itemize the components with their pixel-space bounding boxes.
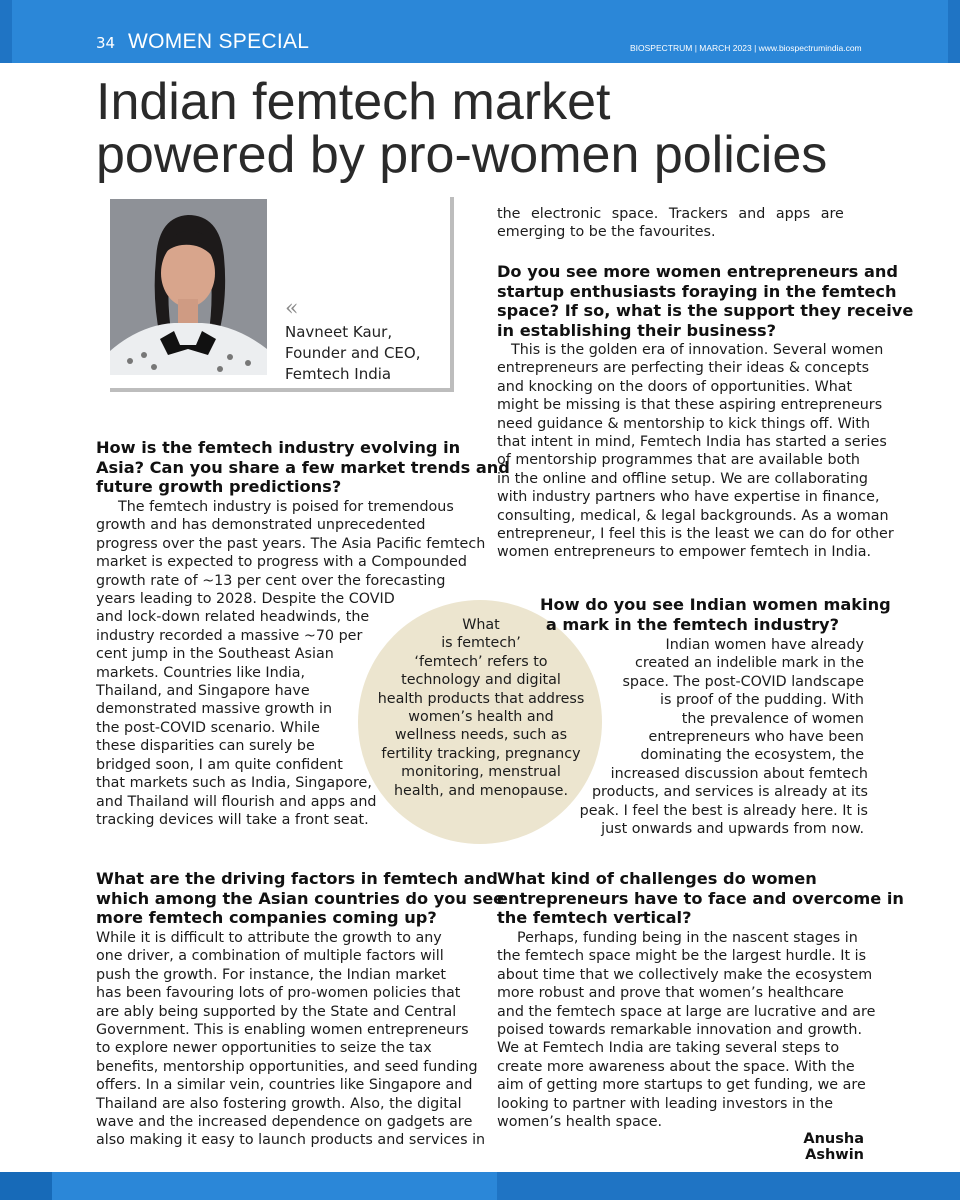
text-line: entrepreneur, I feel this is the least we can do for other bbox=[497, 526, 894, 543]
text-line: How do you see Indian women making bbox=[540, 595, 891, 614]
text-line: dominating the ecosystem, the bbox=[640, 747, 864, 764]
text-line: ‘femtech’ refers to bbox=[414, 653, 548, 670]
text-line: Asia? Can you share a few market trends and bbox=[96, 457, 510, 477]
text-line: Indian women have already bbox=[665, 637, 864, 653]
text-line: Perhaps, funding being in the nascent stages in bbox=[517, 930, 858, 946]
text-line: While it is difficult to attribute the growth to any bbox=[96, 930, 442, 946]
answer-4 bbox=[560, 636, 868, 838]
text-line: the post-COVID scenario. While bbox=[96, 719, 320, 736]
text-line: tracking devices will take a front seat. bbox=[96, 811, 369, 828]
quote-attribution bbox=[285, 322, 445, 385]
text-line: women entrepreneurs to empower femtech in India. bbox=[497, 544, 872, 561]
text-line: Government. This is enabling women entrepreneurs bbox=[96, 1022, 469, 1039]
text-line: startup enthusiasts foraying in the femtech bbox=[497, 281, 897, 301]
text-line: years leading to 2028. Despite the COVID bbox=[96, 591, 395, 608]
text-line: fertility tracking, pregnancy bbox=[381, 745, 581, 762]
author-byline: Anusha Ashwin bbox=[803, 1131, 864, 1163]
text-line: health, and menopause. bbox=[393, 782, 568, 799]
text-line: that markets such as India, Singapore, bbox=[96, 775, 372, 792]
text-line: The femtech industry is poised for tremendous bbox=[118, 499, 454, 515]
text-line: and the femtech space at large are lucrative and are bbox=[497, 1003, 876, 1020]
text-line: the femtech space might be the largest hurdle. It is bbox=[497, 948, 867, 965]
text-line: What are the driving factors in femtech and bbox=[96, 869, 498, 888]
text-line: Thailand, and Singapore have bbox=[96, 683, 310, 700]
text-line: products, and services is already at its bbox=[591, 784, 868, 801]
question-2 bbox=[96, 869, 504, 928]
text-line: to explore newer opportunities to seize the tax bbox=[96, 1040, 432, 1057]
attribution-line: Founder and CEO, bbox=[285, 344, 421, 362]
text-line: just onwards and upwards from now. bbox=[601, 821, 864, 838]
portrait-illustration bbox=[110, 199, 267, 375]
text-line: women’s health and bbox=[408, 709, 554, 726]
title-line: powered by pro-women policies bbox=[96, 126, 828, 184]
text-line: entrepreneurs have to face and overcome in bbox=[497, 888, 904, 908]
answer-2 bbox=[96, 929, 485, 1150]
text-line: the electronic space. Trackers and apps are bbox=[497, 206, 844, 222]
text-line: these disparities can surely be bbox=[96, 738, 315, 755]
text-line: one driver, a combination of multiple factors will bbox=[96, 948, 444, 965]
answer-3 bbox=[497, 341, 894, 562]
footer-bar-segment bbox=[0, 1172, 52, 1200]
text-line: more robust and prove that women’s healthcare bbox=[497, 985, 844, 1002]
text-line: cent jump in the Southeast Asian bbox=[96, 646, 334, 663]
text-line: growth rate of ~13 per cent over the forecasting bbox=[96, 572, 446, 589]
text-line: growth and has demonstrated unprecedented bbox=[96, 517, 426, 534]
text-line: future growth predictions? bbox=[96, 477, 342, 496]
text-line: in establishing their business? bbox=[497, 320, 776, 340]
text-line: Thailand are also fostering growth. Also, the digital bbox=[96, 1095, 462, 1112]
text-line: markets. Countries like India, bbox=[96, 664, 306, 681]
text-line: that intent in mind, Femtech India has started a series bbox=[497, 434, 887, 451]
text-line: peak. I feel the best is already here. It is bbox=[579, 802, 868, 819]
text-line: the femtech vertical? bbox=[497, 908, 692, 927]
text-line: demonstrated massive growth in bbox=[96, 701, 333, 718]
text-line: created an indelible mark in the bbox=[634, 655, 864, 672]
text-line: which among the Asian countries do you see bbox=[96, 888, 505, 908]
text-line: entrepreneurs who have been bbox=[648, 729, 864, 746]
text-line: and Thailand will flourish and apps and bbox=[96, 793, 377, 810]
text-line: wellness needs, such as bbox=[394, 727, 568, 744]
text-line: has been favouring lots of pro-women policies that bbox=[96, 985, 461, 1002]
text-line: space? If so, what is the support they receive bbox=[497, 301, 914, 320]
text-line: more femtech companies coming up? bbox=[96, 908, 437, 927]
text-line: of mentorship programmes that are available both bbox=[497, 452, 860, 469]
continued-text bbox=[497, 205, 844, 242]
text-line: benefits, mentorship opportunities, and seed funding bbox=[96, 1058, 478, 1075]
text-line: emerging to be the favourites. bbox=[497, 224, 716, 241]
text-line: push the growth. For instance, the Indian market bbox=[96, 966, 447, 983]
masthead: BIOSPECTRUM | MARCH 2023 | www.biospectrumindia.com bbox=[630, 43, 862, 53]
text-line: might be missing is that these aspiring entrepreneurs bbox=[497, 397, 883, 414]
text-line: a mark in the femtech industry? bbox=[545, 614, 839, 634]
text-line: also making it easy to launch products and services in bbox=[96, 1132, 486, 1149]
text-line: progress over the past years. The Asia Pacific femtech bbox=[96, 535, 486, 552]
footer-bar-segment bbox=[52, 1172, 497, 1200]
question-5 bbox=[497, 869, 904, 928]
text-line: consulting, medical, & legal backgrounds. As a woman bbox=[497, 507, 889, 524]
text-line: wave and the increased dependence on gadgets are bbox=[96, 1114, 473, 1131]
question-4 bbox=[540, 595, 891, 634]
text-line: need guidance & mentorship to kick things off. With bbox=[497, 415, 871, 432]
text-line: about time that we collectively make the ecosystem bbox=[497, 966, 873, 983]
text-line: offers. In a similar vein, countries like Singapore and bbox=[96, 1077, 473, 1094]
text-line: health products that address bbox=[377, 690, 585, 707]
portrait-photo bbox=[110, 199, 267, 375]
text-line: is proof of the pudding. With bbox=[660, 692, 864, 709]
text-line: increased discussion about femtech bbox=[610, 765, 868, 782]
title-line: Indian femtech market bbox=[96, 73, 611, 131]
text-line: What bbox=[462, 617, 500, 633]
text-line: bridged soon, I am quite confident bbox=[96, 756, 343, 773]
text-line: looking to partner with leading investors in the bbox=[497, 1095, 834, 1112]
text-line: monitoring, menstrual bbox=[401, 764, 561, 781]
question-3 bbox=[497, 262, 913, 340]
section-label: WOMEN SPECIAL bbox=[128, 30, 310, 53]
article-title bbox=[96, 73, 896, 184]
text-line: poised towards remarkable innovation and growth. bbox=[497, 1022, 862, 1039]
text-line: industry recorded a massive ~70 per bbox=[96, 627, 363, 644]
text-line: create more awareness about the space. With the bbox=[497, 1058, 855, 1075]
text-line: with industry partners who have expertise in finance, bbox=[497, 489, 880, 506]
attribution-line: Navneet Kaur, bbox=[285, 323, 393, 341]
text-line: are ably being supported by the State and Central bbox=[96, 1003, 457, 1020]
text-line: the prevalence of women bbox=[681, 710, 864, 727]
text-line: What kind of challenges do women bbox=[497, 869, 817, 888]
text-line: technology and digital bbox=[401, 672, 561, 689]
attribution-line: Femtech India bbox=[285, 365, 392, 383]
text-line: and lock-down related headwinds, the bbox=[96, 609, 370, 626]
text-line: in the online and offline setup. We are collaborating bbox=[497, 470, 868, 487]
question-1 bbox=[96, 438, 510, 497]
text-line: We at Femtech India are taking several steps to bbox=[497, 1040, 840, 1057]
text-line: entrepreneurs are perfecting their ideas & concepts bbox=[497, 360, 870, 377]
text-line: space. The post-COVID landscape bbox=[622, 673, 864, 690]
text-line: market is expected to progress with a Compounded bbox=[96, 554, 467, 571]
quote-mark-icon: « bbox=[285, 296, 299, 321]
text-line: is femtech’ bbox=[441, 635, 521, 652]
text-line: This is the golden era of innovation. Several women bbox=[511, 342, 884, 358]
text-line: How is the femtech industry evolving in bbox=[96, 438, 461, 457]
text-line: women’s health space. bbox=[497, 1114, 663, 1131]
text-line: aim of getting more startups to get funding, we are bbox=[497, 1077, 866, 1094]
text-line: Do you see more women entrepreneurs and bbox=[497, 262, 898, 281]
text-line: and knocking on the doors of opportunities. What bbox=[497, 378, 853, 395]
answer-5 bbox=[497, 929, 875, 1131]
page-number: 34 bbox=[96, 34, 116, 52]
